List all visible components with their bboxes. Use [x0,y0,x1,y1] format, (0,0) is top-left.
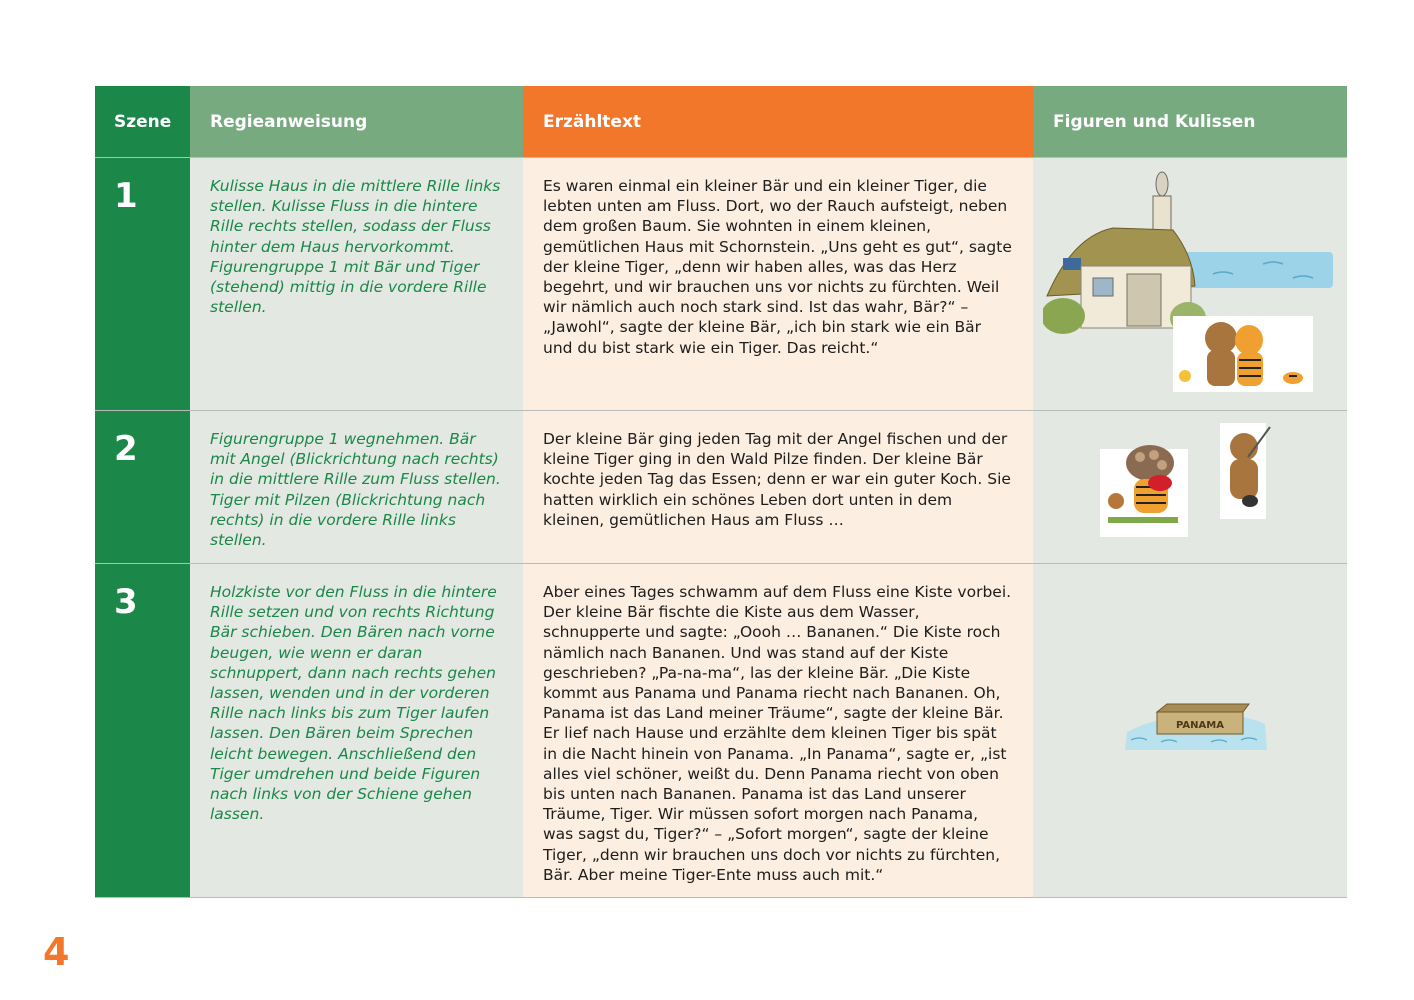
figures-cell [1033,158,1347,410]
header-regieanweisung: Regieanweisung [190,86,523,157]
house-river-bear-tiger-illustration [1043,166,1338,398]
header-erzaehltext: Erzähltext [523,86,1033,157]
table-header [95,86,1347,158]
floating-crate-illustration [1121,692,1269,756]
narrative-text: Der kleine Bär ging jeden Tag mit der Angel fischen und der kleine Tiger ging in den Wald Pilze finden. Der kleine Bär kochte jeden Tag das Essen; denn er war ein guter Koch. Sie hatten wirklich ein schönes Leben dort unten in dem kleinen, gemütlichen Haus am Fluss … [523,411,1033,563]
narrative-text: Aber eines Tages schwamm auf dem Fluss eine Kiste vorbei. Der kleine Bär fischte die Kiste aus dem Wasser, schnupperte und sagte: „Oooh … Bananen.“ Die Kiste roch nämlich nach Bananen. Und was stand auf der Kiste geschrieben? „Pa-na-ma“, las der kleine Bär. „Die Kiste kommt aus Panama und Panama riecht nach Bananen. Oh, Panama ist das Land meiner Träume“, sagte der kleine Bär. Er lief nach Hause und erzählte dem kleinen Tiger bis spät in die Nacht hinein von Panama. „In Panama“, sagte er, „ist alles viel schöner, weißt du. Denn Panama riecht von oben bis unten nach Bananen. Panama ist das Land unserer Träume, Tiger. Wir müssen sofort morgen nach Panama, was sagst du, Tiger?“ – „Sofort morgen“, sagte der kleine Tiger, „denn wir brauchen uns doch vor nichts zu fürchten, Bär. Aber meine Tiger-Ente muss auch mit.“ [523,564,1033,897]
figures-cell [1033,411,1347,563]
stage-direction: Kulisse Haus in die mittlere Rille links stellen. Kulisse Fluss in die hintere Rille rechts stellen, sodass der Fluss hinter dem Haus hervorkommt. Figurengruppe 1 mit Bär und Tiger (stehend) mittig in die vordere Rille stellen. [190,158,523,410]
scene-number: 2 [95,411,190,563]
scene-number: 1 [95,158,190,410]
narrative-text: Es waren einmal ein kleiner Bär und ein kleiner Tiger, die lebten unten am Fluss. Dort, wo der Rauch aufsteigt, neben dem großen Baum. Sie wohnten in einem kleinen, gemütlichen Haus mit Schornstein. „Uns geht es gut“, sagte der kleine Tiger, „denn wir haben alles, was das Herz begehrt, und wir brauchen uns vor nichts zu fürchten. Weil wir nämlich auch noch stark sind. Ist das wahr, Bär?“ – „Jawohl“, sagte der kleine Bär, „ich bin stark wie ein Bär und du bist stark wie ein Tiger. Das reicht.“ [523,158,1033,410]
storyboard-table [95,86,1347,898]
scene-number: 3 [95,564,190,897]
table-row [95,158,1347,411]
stage-direction: Figurengruppe 1 wegnehmen. Bär mit Angel (Blickrichtung nach rechts) in die mittlere Rille zum Fluss stellen. Tiger mit Pilzen (Blickrichtung nach rechts) in die vordere Rille links stellen. [190,411,523,563]
crate-label: PANAMA [1176,720,1224,731]
header-figuren: Figuren und Kulissen [1033,86,1347,157]
header-szene: Szene [95,86,190,157]
page-number: 4 [43,930,70,974]
tiger-mushrooms-bear-fishing-illustration [1098,417,1278,542]
stage-direction: Holzkiste vor den Fluss in die hintere Rille setzen und von rechts Richtung Bär schieben. Den Bären nach vorne beugen, wie wenn er daran schnuppert, dann nach rechts gehen lassen, wenden und in der vorderen Rille nach links bis zum Tiger laufen lassen. Den Bären beim Sprechen leicht bewegen. Anschließend den Tiger umdrehen und beide Figuren nach links von der Schiene gehen lassen. [190,564,523,897]
figures-cell [1033,564,1347,897]
table-row [95,411,1347,564]
table-row [95,564,1347,898]
